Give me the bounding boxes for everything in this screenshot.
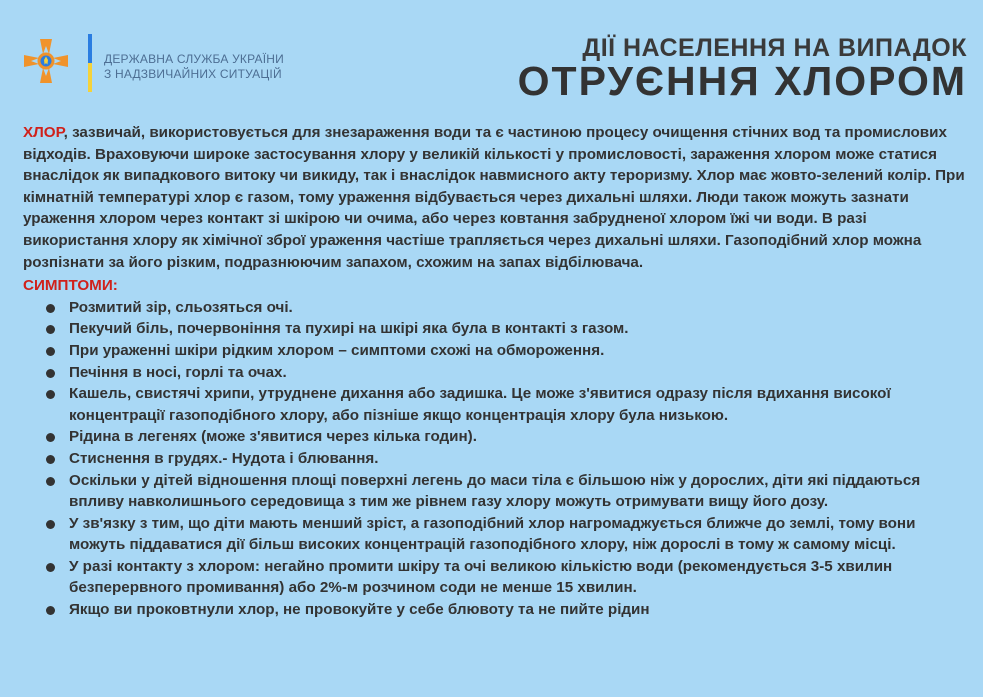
symptom-text: У зв'язку з тим, що діти мають менший зріст, а газоподібний хлор нагромаджується ближче до землі, тому вони можуть піддаватися дії більш високих концентрацій газоподібного хлору, ніж дорослі в тому ж самому місці. [69, 514, 916, 554]
bullet-icon [46, 433, 55, 442]
symptom-text: Якщо ви проковтнули хлор, не провокуйте у себе блювоту та не пийте рідин [69, 601, 650, 619]
symptom-text: Пекучий біль, почервоніння та пухирі на шкірі яка була в контакті з газом. [69, 320, 629, 338]
header [0, 0, 983, 118]
bullet-icon [46, 520, 55, 529]
dsns-cross-emblem-icon [22, 37, 70, 85]
agency-line-2: З НАДЗВИЧАЙНИХ СИТУАЦІЙ [104, 67, 282, 81]
symptom-item [23, 448, 968, 470]
symptom-item [23, 340, 968, 362]
page-title-line-2: ОТРУЄННЯ ХЛОРОМ [517, 58, 967, 104]
bullet-icon [46, 477, 55, 486]
symptom-item [23, 556, 968, 599]
intro-text: , зазвичай, використовується для знезараження води та є частиною процесу очищення стічних вод та промислових відходів. Враховуючи широке застосування хлору у великій кількості у промисловості, зараження хлором може статися внаслідок як випадкового витоку чи викиду, так і внаслідок навмисного акту тероризму. Хлор має жовто-зелений колір. При кімнатній температурі хлор є газом, тому ураження відбувається через дихальні шляхи. Люди також можуть зазнати ураження хлором через контакт зі шкірою чи очима, або через ковтання забрудненої хлором їжі чи води. В разі використання хлору як хімічної зброї ураження частіше трапляється через дихальні шляхи. Газоподібний хлор можна розпізнати за його різким, подразнюючим запахом, схожим на запах відбілювача. [23, 124, 965, 271]
symptom-item [23, 470, 968, 513]
symptom-item [23, 599, 968, 621]
symptom-item [23, 362, 968, 384]
symptom-text: Розмитий зір, сльозяться очі. [69, 298, 293, 316]
symptom-text: Кашель, свистячі хрипи, утруднене дихання або задишка. Це може з'явитися одразу після вдихання високої концентрації газоподібного хлору, або пізніше якщо концентрація хлору була низькою. [69, 385, 891, 424]
main-content [23, 122, 968, 621]
agency-line-1: ДЕРЖАВНА СЛУЖБА УКРАЇНИ [104, 52, 284, 66]
symptom-text: У разі контакту з хлором: негайно промити шкіру та очі великою кількістю води (рекомендується 3-5 хвилин безперервного промивання) або 2%-м розчином соди не менше 15 хвилин. [69, 557, 893, 597]
symptom-item [23, 318, 968, 340]
bullet-icon [46, 606, 55, 615]
symptoms-heading: СИМПТОМИ: [23, 277, 118, 295]
intro-keyword: ХЛОР [23, 124, 64, 141]
page-title-line-1: ДІЇ НАСЕЛЕННЯ НА ВИПАДОК [582, 34, 967, 62]
flag-bar [88, 34, 92, 92]
bullet-icon [46, 304, 55, 313]
bullet-icon [46, 390, 55, 399]
agency-name [104, 52, 284, 82]
symptom-text: Оскільки у дітей відношення площі поверхні легень до маси тіла є більшою ніж у дорослих, діти які піддаються впливу навколишнього середовища з тим же рівнем газу хлору можуть отримувати вищу його дозу. [69, 471, 921, 511]
symptom-item [23, 513, 968, 556]
symptoms-list [23, 297, 968, 621]
bullet-icon [46, 369, 55, 378]
symptom-text: Печіння в носі, горлі та очах. [69, 363, 287, 381]
symptom-item [23, 383, 968, 426]
bullet-icon [46, 455, 55, 464]
symptom-text: Рідина в легенях (може з'явитися через кілька годин). [69, 428, 477, 446]
intro-paragraph [23, 122, 968, 273]
symptom-text: При ураженні шкіри рідким хлором – симптоми схожі на обмороження. [69, 341, 605, 359]
symptom-item [23, 426, 968, 448]
bullet-icon [46, 325, 55, 334]
bullet-icon [46, 347, 55, 356]
bullet-icon [46, 563, 55, 572]
symptom-item [23, 297, 968, 319]
symptom-text: Стиснення в грудях.- Нудота і блювання. [69, 449, 379, 467]
